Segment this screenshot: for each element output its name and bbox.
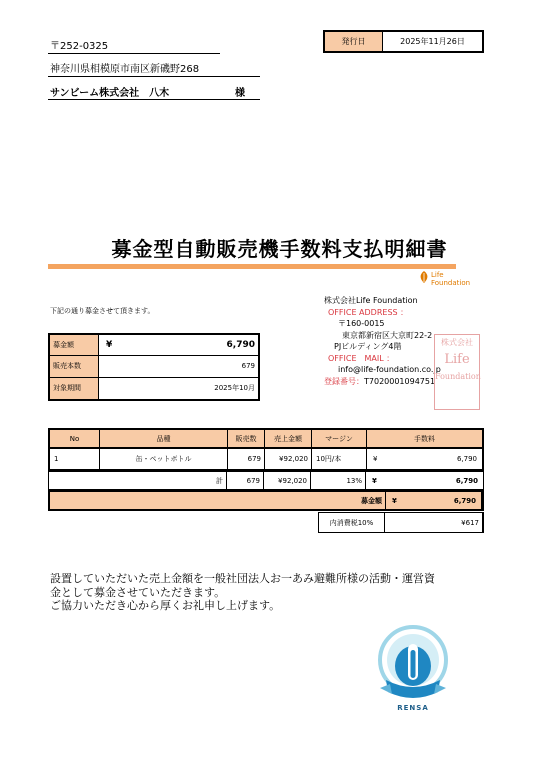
- summary-row-period: [50, 378, 258, 399]
- stamp-line1: 株式会社: [441, 338, 473, 347]
- summary-box: [48, 333, 260, 401]
- row-no: 1: [50, 449, 100, 469]
- summary-amount-label: 募金額: [50, 335, 99, 355]
- address-underline: [48, 76, 260, 77]
- row-fee-currency: ¥: [373, 455, 378, 463]
- issue-date-box: [323, 30, 484, 53]
- header-margin: マージン: [312, 430, 367, 447]
- office-address-label: OFFICE ADDRESS ：: [328, 307, 409, 317]
- donation-total-cell: [386, 492, 482, 509]
- title-underline-bar: [48, 264, 456, 269]
- leaf-icon: [418, 270, 430, 284]
- rensa-emblem: [372, 622, 454, 718]
- company-seal-stamp: [434, 334, 480, 410]
- row-qty: 679: [228, 449, 265, 469]
- logo-text: [431, 271, 470, 287]
- header-sales: 売上金額: [265, 430, 312, 447]
- logo-text-line1: Life: [431, 271, 444, 279]
- summary-period-label: 対象期間: [50, 378, 99, 399]
- issue-date-value: 2025年11月26日: [400, 37, 465, 46]
- header-fee: 手数料: [414, 434, 435, 443]
- tax-label: 内消費税10%: [319, 513, 385, 532]
- issuer-address-line2: PJビルディング4階: [334, 342, 402, 351]
- message-line3: ご協力いただき心から厚くお礼申し上げます。: [50, 599, 281, 612]
- issuer-address-line1: 東京都新宿区大京町22-2: [342, 330, 433, 340]
- recipient-honorific: 様: [235, 88, 245, 99]
- table-row: [48, 449, 484, 471]
- rensa-label: RENSA: [397, 704, 429, 712]
- header-item: 品種: [100, 430, 228, 447]
- total-margin: 13%: [311, 472, 366, 489]
- total-sales: ¥92,020: [264, 472, 311, 489]
- summary-amount-currency: ¥: [106, 340, 113, 351]
- recipient-company: サンビーム株式会社 八木: [50, 88, 170, 99]
- issuer-name: 株式会社Life Foundation: [324, 296, 418, 305]
- donation-total-value: 6,790: [453, 496, 476, 505]
- donation-total-label: 募金額: [50, 492, 386, 509]
- registration-number: T7020001094751: [364, 376, 436, 386]
- total-label: 計: [49, 472, 227, 489]
- total-fee-cell: [366, 472, 483, 489]
- row-sales: ¥92,020: [265, 449, 312, 469]
- summary-amount-value: 6,790: [226, 340, 255, 351]
- message-line2: 金として募金させていただきます。: [50, 585, 226, 599]
- stamp-line3: Foundation: [435, 372, 481, 381]
- life-foundation-logo: [418, 270, 471, 292]
- issuer-info: [324, 295, 441, 387]
- total-fee-currency: ¥: [372, 476, 377, 485]
- summary-amount-value-cell: [99, 335, 258, 355]
- row-fee-cell: [367, 449, 482, 469]
- summary-units-value: 679: [241, 362, 255, 371]
- donation-total-row: [48, 490, 484, 511]
- summary-period-value: 2025年10月: [214, 384, 255, 393]
- thank-you-message: [50, 572, 435, 613]
- stamp-line2: Life: [444, 352, 470, 367]
- issuer-mail: info@life-foundation.co.jp: [338, 365, 441, 374]
- fee-detail-table: [48, 428, 484, 471]
- donation-notice: 下記の通り募金させて頂きます。: [50, 307, 155, 315]
- row-item: 缶・ペットボトル: [100, 449, 228, 469]
- document-title: 募金型自動販売機手数料支払明細書: [111, 237, 448, 261]
- total-row: [48, 471, 484, 490]
- registration-label: 登録番号：: [324, 376, 364, 386]
- row-margin: 10円/本: [312, 449, 367, 469]
- summary-row-amount: [50, 335, 258, 356]
- postal-underline: [48, 53, 220, 54]
- row-fee: 6,790: [456, 455, 477, 463]
- recipient-address: 神奈川県相模原市南区新磯野268: [50, 64, 200, 75]
- issue-date-label: 発行日: [325, 32, 383, 51]
- header-qty: 販売数: [228, 430, 265, 447]
- tax-row: [318, 512, 484, 533]
- office-mail-label: OFFICE MAIL ：: [328, 353, 395, 363]
- total-qty: 679: [227, 472, 264, 489]
- summary-units-label: 販売本数: [50, 356, 99, 376]
- message-line1: 設置していただいた売上金額を一般社団法人お一あみ避難所様の活動・運営資: [50, 572, 435, 585]
- issuer-postal: 〒160-0015: [338, 319, 385, 328]
- summary-row-units: [50, 356, 258, 377]
- recipient-postal: 〒252-0325: [50, 41, 109, 52]
- donation-total-currency: ¥: [392, 496, 397, 505]
- total-fee: 6,790: [455, 476, 478, 485]
- recipient-underline: [48, 99, 260, 100]
- logo-text-line2: Foundation: [431, 279, 471, 287]
- header-no: No: [50, 430, 100, 447]
- table-header-row: [48, 428, 484, 449]
- tax-value: ¥617: [385, 513, 483, 532]
